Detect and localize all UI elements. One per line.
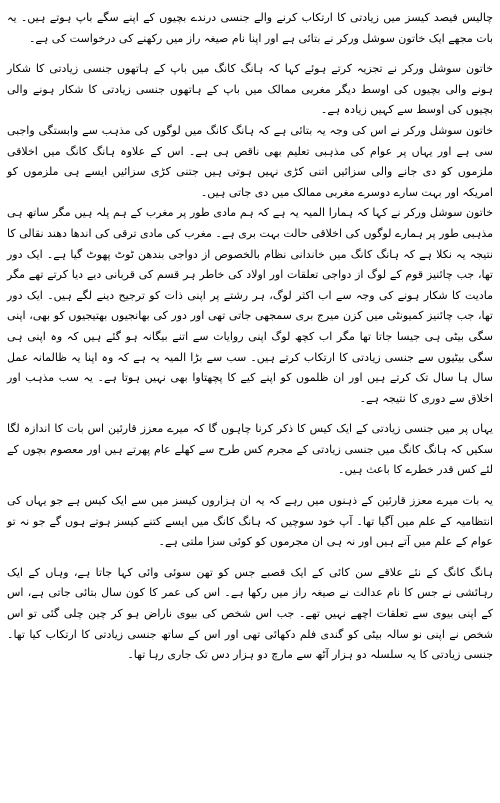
article-paragraph-5: یہاں پر میں جنسی زیادتی کے ایک کیس کا ذکر کرنا چاہوں گا کہ میرے معزز قارئین اس بات کا اندازہ لگا سکیں کہ ہانگ کانگ میں جنسی زیادتی کے مجرم کس طرح سے کھلے عام پھرتے ہیں اور معصوم بچوں کے لئے کس قدر خطرے کا باعث ہیں۔ [7,422,493,477]
article-paragraph-7: ہانگ کانگ کے نئے علاقے سن کائی کے ایک قصبے جس کو تھن سوئی وائی کہا جاتا ہے، وہاں کے ایک رہائشی نے جس کا نام عدالت نے صیغہ راز میں رکھا ہے۔ اس کی عمر کا کون سال بتائی جاتی ہے، اس کے اپنی بیوی سے تعلقات اچھے نہیں تھے۔ جب اس شخص کی بیوی ناراض ہو کر چین چلی گئی تو اس شخص نے اپنی نو سالہ بیٹی کو گندی فلم دکھائی تھی اور اس کے ساتھ جنسی زیادتی کا ارتکاب کیا تھا۔ جنسی زیادتی کا یہ سلسلہ دو ہزار آٹھ سے مارچ دو ہزار دس تک جاری رہا تھا۔ [7,565,493,662]
article-paragraph-6: یہ بات میرے معزز قارئین کے ذہنوں میں رہے کہ یہ ان ہزاروں کیسز میں سے ایک کیس ہے جو یہاں کی انتظامیہ کے علم میں آگیا تھا۔ آپ خود سوچیں کہ ہانگ کانگ میں ایسے کتنے کیسز ہوتے ہوں گے جو نہ تو عوام کے علم میں آتے ہیں اور نہ ہی ان مجرموں کو کوئی سزا ملتی ہے۔ [7,494,493,549]
paragraph-gap [7,481,493,491]
article-paragraph-3: خاتون سوشل ورکر نے اس کی وجہ یہ بتائی ہے کہ ہانگ کانگ میں لوگوں کی مذہب سے وابستگی واجبی سی ہے اور یہاں پر عوام کی مذہبی تعلیم بھی ناقص ہی ہے۔ اس کے علاوہ ہانگ کانگ میں اخلاقی ملزموں کو دی جانے والی سزائیں اتنی کڑی نہیں ہوتی ہیں جتنی کڑی سزائیں ایسے ہی ملزموں کو امریکہ اور بہت سارے دوسرے مغربی ممالک میں دی جاتی ہیں۔ [7,123,493,199]
article-paragraph-4: خاتون سوشل ورکر نے کہا کہ ہمارا المیہ یہ ہے کہ ہم مادی طور پر مغرب کے ہم پلہ ہیں مگر ساتھ ہی مذہبی طور پر ہمارے لوگوں کی اخلاقی حالت بہت بری ہے۔ مغرب کی مادی ترقی کی اندھا دھند نقالی کا نتیجہ یہ نکلا ہے کہ ہانگ کانگ میں خاندانی نظام بالخصوص از دواجی بندھن ٹوٹ پھوٹ گیا ہے۔ ایک دور تھا، جب چائنیز قوم کے لوگ از دواجی تعلقات اور اولاد کی خاطر ہر قسم کی قربانی دیے دیا کرتے تھے مگر مادیت کا شکار ہونے کی وجہ سے اب اکثر لوگ، ہر رشتے پر اپنی ذات کو ترجیح دینے لگے ہیں۔ ایک دور تھا، جب چائنیز کمیونٹی میں کزن میرج بری سمجھی جاتی تھی اور دور کی بھانجیوں بھتیجیوں کو بھی، اپنی سگی بیٹی ہی جیسا جاتا تھا مگر اب کچھ لوگ اپنی روایات سے اتنے بیگانہ ہو گئے ہیں کہ وہ اپنی ہی سگی بیٹیوں سے جنسی زیادتی کا ارتکاب کرتے ہیں۔ سب سے بڑا المیہ یہ ہے کہ وہ اپنا یہ ظالمانہ عمل سال ہا سال تک کرتے ہیں اور ان ظلموں کو اپنے کیے کا پچھتاوا بھی نہیں ہوتا ہے۔ یہ سب مذہب اور اخلاق سے دوری کا نتیجہ ہے۔ [7,206,493,405]
paragraph-gap [7,553,493,563]
article-paragraph-2: خاتون سوشل ورکر نے تجزیہ کرتے ہوئے کہا کہ ہانگ کانگ میں باپ کے ہاتھوں جنسی زیادتی کا شکار ہونے والی بچیوں کی اوسط دیگر مغربی ممالک میں باپ کے ہاتھوں جنسی زیادتی کا شکار ہونے والی بچیوں کی اوسط سے کہیں زیادہ ہے۔ [7,62,493,117]
article-paragraph-1: چالیس فیصد کیسز میں زیادتی کا ارتکاب کرنے والے جنسی درندے بچیوں کے اپنے سگے باپ ہوتے ہیں۔ یہ بات مجھے ایک خاتون سوشل ورکر نے بتائی ہے اور اپنا نام صیغہ راز میں رکھنے کی درخواست کی ہے۔ [7,11,493,45]
paragraph-gap [7,49,493,59]
paragraph-gap [7,409,493,419]
